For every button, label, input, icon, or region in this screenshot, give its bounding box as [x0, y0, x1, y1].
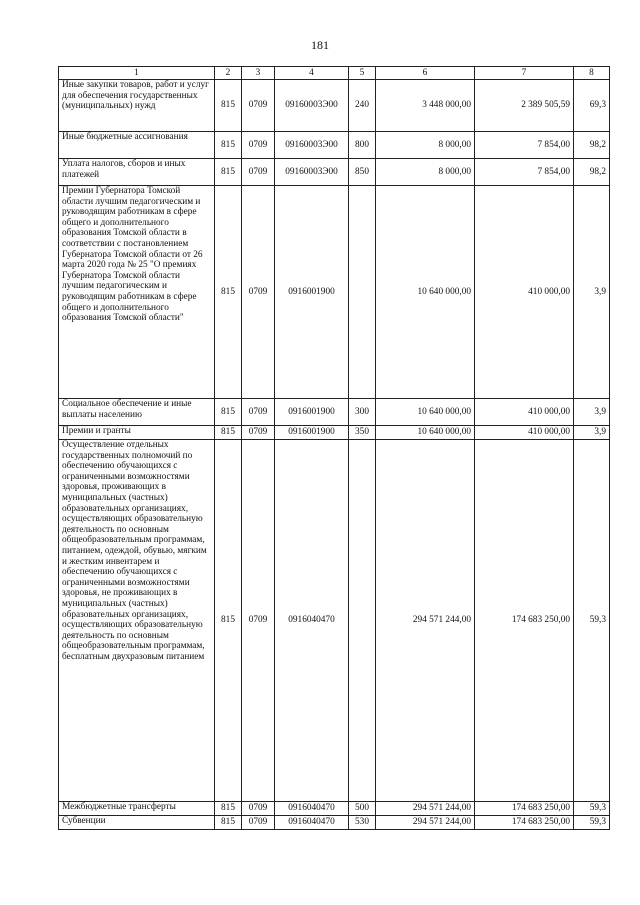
expense-type-code: 530: [349, 816, 376, 830]
section-code: 0709: [242, 186, 275, 399]
expense-type-code: 350: [349, 426, 376, 440]
target-article-code: 0916001900: [275, 399, 349, 426]
column-header: 8: [574, 67, 610, 80]
expense-type-code: [349, 186, 376, 399]
execution-percent: 98,2: [574, 159, 610, 186]
expense-type-code: 800: [349, 132, 376, 159]
table-row: [59, 80, 610, 132]
item-name: Межбюджетные трансферты: [59, 802, 215, 816]
ministry-code: 815: [215, 399, 242, 426]
planned-amount: 8 000,00: [376, 132, 475, 159]
table-row: [59, 159, 610, 186]
section-code: 0709: [242, 816, 275, 830]
planned-amount: 294 571 244,00: [376, 816, 475, 830]
section-code: 0709: [242, 440, 275, 802]
table-row: [59, 426, 610, 440]
expense-type-code: 300: [349, 399, 376, 426]
page-number: 181: [311, 38, 329, 52]
target-article-code: 0916040470: [275, 816, 349, 830]
ministry-code: 815: [215, 816, 242, 830]
column-header: 3: [242, 67, 275, 80]
section-code: 0709: [242, 80, 275, 132]
executed-amount: 410 000,00: [475, 399, 574, 426]
execution-percent: 3,9: [574, 426, 610, 440]
ministry-code: 815: [215, 426, 242, 440]
target-article-code: 0916040470: [275, 802, 349, 816]
ministry-code: 815: [215, 186, 242, 399]
planned-amount: 294 571 244,00: [376, 802, 475, 816]
table-row: [59, 816, 610, 830]
section-code: 0709: [242, 159, 275, 186]
planned-amount: 10 640 000,00: [376, 426, 475, 440]
table-row: [59, 399, 610, 426]
section-code: 0709: [242, 132, 275, 159]
execution-percent: 3,9: [574, 399, 610, 426]
budget-table: [58, 66, 610, 830]
executed-amount: 2 389 505,59: [475, 80, 574, 132]
section-code: 0709: [242, 426, 275, 440]
ministry-code: 815: [215, 80, 242, 132]
item-name: Иные закупки товаров, работ и услуг для обеспечения государственных (муниципальных) нужд: [59, 80, 215, 132]
execution-percent: 3,9: [574, 186, 610, 399]
execution-percent: 98,2: [574, 132, 610, 159]
ministry-code: 815: [215, 802, 242, 816]
expense-type-code: 850: [349, 159, 376, 186]
item-name: Осуществление отдельных государственных полномочий по обеспечению обучающихся с ограниченными возможностями здоровья, проживающих в муниципальных (частных) образовательных организациях, осуществляющих образовательную деятельность по основным общеобразовательным программам, питанием, одеждой, обувью, мягким и жестким инвентарем и обеспечению обучающихся с ограниченными возможностями здоровья, не проживающих в муниципальных (частных) образовательных организациях, осуществляющих образовательную деятельность по основным общеобразовательным программам, бесплатным двухразовым питанием: [59, 440, 215, 802]
section-code: 0709: [242, 802, 275, 816]
item-name: Премии Губернатора Томской области лучшим педагогическим и руководящим работникам в сфере общего и дополнительного образования Томской области в соответствии с постановлением Губернатора Томской области от 26 марта 2020 года № 25 "О премиях Губернатора Томской области лучшим педагогическим и руководящим работникам в сфере общего и дополнительного образования Томской области": [59, 186, 215, 399]
expense-type-code: [349, 440, 376, 802]
execution-percent: 59,3: [574, 440, 610, 802]
execution-percent: 59,3: [574, 802, 610, 816]
column-header: 5: [349, 67, 376, 80]
planned-amount: 10 640 000,00: [376, 399, 475, 426]
column-header: 2: [215, 67, 242, 80]
executed-amount: 410 000,00: [475, 186, 574, 399]
item-name: Субвенции: [59, 816, 215, 830]
planned-amount: 3 448 000,00: [376, 80, 475, 132]
target-article-code: 09160003Э00: [275, 159, 349, 186]
column-header: 4: [275, 67, 349, 80]
table-row: [59, 186, 610, 399]
section-code: 0709: [242, 399, 275, 426]
table-row: [59, 132, 610, 159]
ministry-code: 815: [215, 159, 242, 186]
table-row: [59, 440, 610, 802]
table-header-row: [59, 67, 610, 80]
executed-amount: 410 000,00: [475, 426, 574, 440]
execution-percent: 69,3: [574, 80, 610, 132]
executed-amount: 174 683 250,00: [475, 440, 574, 802]
target-article-code: 0916001900: [275, 186, 349, 399]
column-header: 6: [376, 67, 475, 80]
executed-amount: 7 854,00: [475, 132, 574, 159]
item-name: Иные бюджетные ассигнования: [59, 132, 215, 159]
executed-amount: 174 683 250,00: [475, 802, 574, 816]
table-row: [59, 802, 610, 816]
item-name: Премии и гранты: [59, 426, 215, 440]
target-article-code: 0916040470: [275, 440, 349, 802]
executed-amount: 174 683 250,00: [475, 816, 574, 830]
expense-type-code: 500: [349, 802, 376, 816]
executed-amount: 7 854,00: [475, 159, 574, 186]
planned-amount: 294 571 244,00: [376, 440, 475, 802]
planned-amount: 8 000,00: [376, 159, 475, 186]
item-name: Уплата налогов, сборов и иных платежей: [59, 159, 215, 186]
column-header: 7: [475, 67, 574, 80]
item-name: Социальное обеспечение и иные выплаты населению: [59, 399, 215, 426]
target-article-code: 09160003Э00: [275, 132, 349, 159]
ministry-code: 815: [215, 132, 242, 159]
target-article-code: 0916001900: [275, 426, 349, 440]
column-header: 1: [59, 67, 215, 80]
expense-type-code: 240: [349, 80, 376, 132]
execution-percent: 59,3: [574, 816, 610, 830]
target-article-code: 09160003Э00: [275, 80, 349, 132]
ministry-code: 815: [215, 440, 242, 802]
planned-amount: 10 640 000,00: [376, 186, 475, 399]
